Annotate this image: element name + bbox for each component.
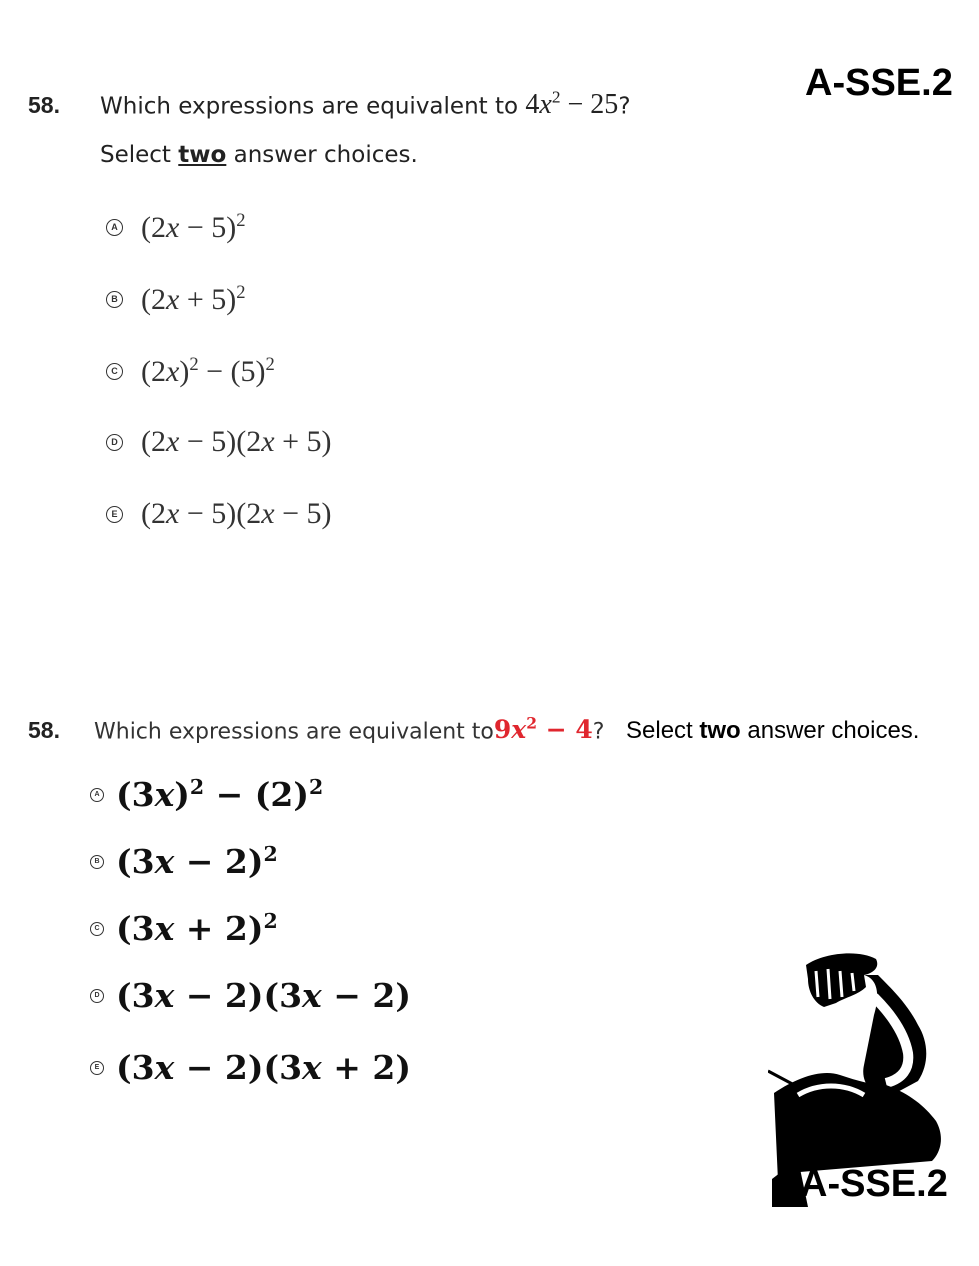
q2-choice-d-expression: (3x − 2)(3x − 2) xyxy=(116,976,411,1015)
q1-choice-a[interactable] xyxy=(106,210,246,245)
choice-b-radio[interactable]: B xyxy=(106,291,123,308)
choice-e-radio[interactable]: E xyxy=(90,1061,104,1075)
question-1-prompt-text: Which expressions are equivalent to xyxy=(100,93,519,120)
question-2-number: 58. xyxy=(28,717,60,743)
q1-choice-e[interactable] xyxy=(106,497,331,531)
choice-c-radio[interactable]: C xyxy=(106,363,123,380)
q1-choice-d-expression: (2x − 5)(2x + 5) xyxy=(141,425,332,458)
choice-a-radio[interactable]: A xyxy=(90,788,104,802)
q2-choice-d[interactable] xyxy=(90,976,411,1015)
instruction-bold: two xyxy=(178,142,227,168)
question-1-number: 58. xyxy=(28,92,60,118)
question-1-expression: $4x^2 - 25$ xyxy=(525,88,619,121)
instruction-post: answer choices. xyxy=(747,717,920,744)
q1-choice-a-expression: $(2x - 5)^2$ xyxy=(141,210,246,244)
q2-choice-b-expression: $(3x - 2)^2$ xyxy=(116,842,278,881)
q1-choice-b[interactable] xyxy=(106,282,246,317)
choice-e-radio[interactable]: E xyxy=(106,506,123,523)
question-2-prompt-text: Which expressions are equivalent to xyxy=(94,719,494,745)
standard-label-bottom: A-SSE.2 xyxy=(800,1163,948,1205)
choice-d-radio[interactable]: D xyxy=(90,989,104,1003)
q2-choice-a[interactable] xyxy=(90,775,323,814)
q1-choice-b-expression: $(2x + 5)^2$ xyxy=(141,282,246,316)
q1-choice-c-expression: $(2x)^2 - (5)^2$ xyxy=(141,354,275,388)
question-2-instruction xyxy=(626,717,919,745)
choice-b-radio[interactable]: B xyxy=(90,855,104,869)
question-1-prompt: Which expressions are equivalent to $4x^2 - 25$? xyxy=(100,88,631,121)
q2-choice-b[interactable] xyxy=(90,842,278,881)
instruction-pre: Select xyxy=(626,717,693,744)
q2-choice-c[interactable] xyxy=(90,909,278,948)
q1-choice-d[interactable] xyxy=(106,425,331,459)
q1-choice-c[interactable] xyxy=(106,354,275,389)
question-2-prompt: Which expressions are equivalent $to9x^2 - 4$? xyxy=(94,714,605,745)
standard-label-top: A-SSE.2 xyxy=(805,62,953,104)
instruction-pre: Select xyxy=(100,142,171,168)
instruction-bold: two xyxy=(699,717,741,744)
q2-choice-a-expression: $(3x)^2 - (2)^2$ xyxy=(116,775,324,814)
question-2-expression: $9x^2 - 4$ xyxy=(493,714,593,745)
choice-d-radio[interactable]: D xyxy=(106,434,123,451)
choice-c-radio[interactable]: C xyxy=(90,922,104,936)
q2-choice-e-expression: (3x − 2)(3x + 2) xyxy=(116,1048,411,1087)
instruction-post: answer choices. xyxy=(233,142,418,168)
q2-choice-c-expression: $(3x + 2)^2$ xyxy=(116,909,278,948)
question-1-instruction xyxy=(100,142,418,168)
q2-choice-e[interactable] xyxy=(90,1048,411,1087)
q1-choice-e-expression: (2x − 5)(2x − 5) xyxy=(141,497,332,530)
choice-a-radio[interactable]: A xyxy=(106,219,123,236)
